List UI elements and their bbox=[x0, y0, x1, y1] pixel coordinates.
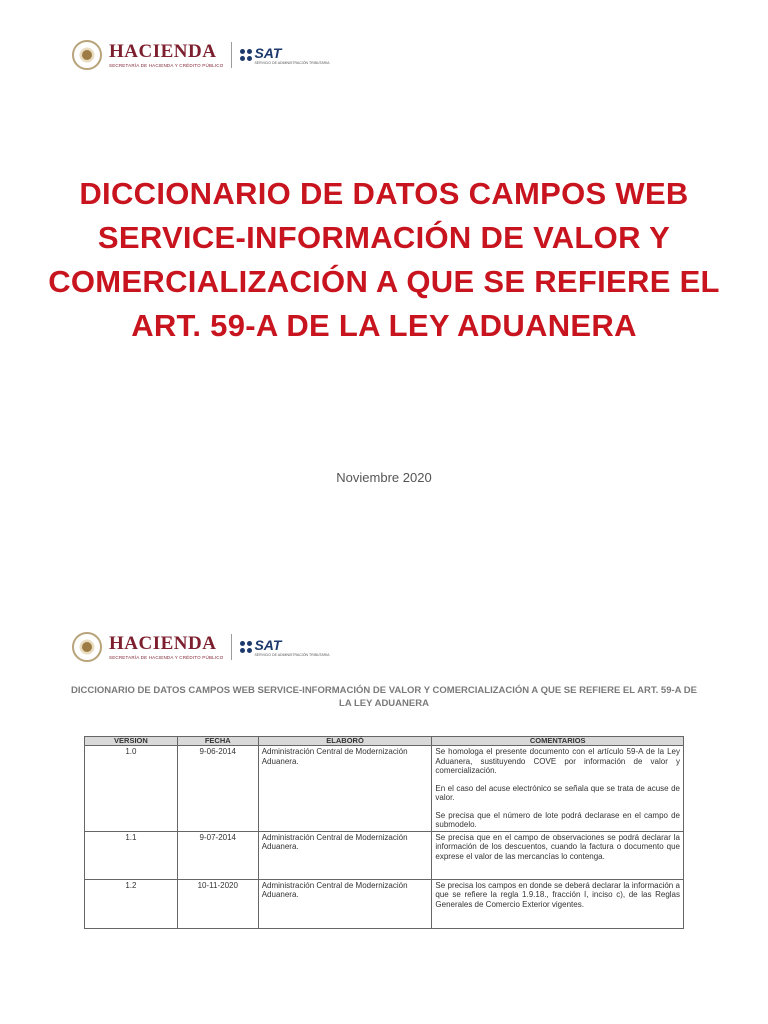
hacienda-name: HACIENDA bbox=[109, 41, 217, 62]
sat-name: SAT bbox=[254, 44, 282, 61]
cover-date: Noviembre 2020 bbox=[336, 470, 432, 485]
cell-elaboro: Administración Central de Modernización Aduanera. bbox=[258, 746, 432, 832]
hacienda-subtitle: SECRETARÍA DE HACIENDA Y CRÉDITO PÚBLICO bbox=[109, 63, 224, 68]
hacienda-seal-icon bbox=[72, 632, 102, 662]
comment-paragraph: En el caso del acuse electrónico se señala que se trata de acuse de valor. bbox=[435, 783, 680, 802]
cell-comentarios bbox=[432, 879, 684, 928]
sat-dots-icon bbox=[240, 641, 252, 653]
cell-comentarios bbox=[432, 746, 684, 832]
logo-divider bbox=[231, 42, 232, 68]
col-header-comentarios: COMENTARIOS bbox=[432, 737, 684, 746]
table-header-row bbox=[85, 737, 684, 746]
page2-header-logos bbox=[72, 632, 330, 662]
table-row bbox=[85, 831, 684, 879]
comment-paragraph: Se homologa el presente documento con el artículo 59-A de la Ley Aduanera, sustituyendo COVE por información de valor y comercialización. bbox=[435, 747, 680, 775]
col-header-elaboro: ELABORÓ bbox=[258, 737, 432, 746]
sat-name: SAT bbox=[254, 636, 282, 653]
cell-version: 1.2 bbox=[85, 879, 178, 928]
comment-paragraph: Se precisa que el número de lote podrá declarase en el campo de submodelo. bbox=[435, 810, 680, 829]
cell-version: 1.1 bbox=[85, 831, 178, 879]
hacienda-logo bbox=[109, 42, 223, 68]
cell-version: 1.0 bbox=[85, 746, 178, 832]
table-row bbox=[85, 746, 684, 832]
comment-paragraph: Se precisa que en el campo de observaciones se podrá declarar la información de los descuentos, cuando la factura o documento que exprese el valor de las mercancías lo contenga. bbox=[435, 832, 680, 861]
table-row bbox=[85, 879, 684, 928]
cell-elaboro: Administración Central de Modernización Aduanera. bbox=[258, 831, 432, 879]
hacienda-subtitle: SECRETARÍA DE HACIENDA Y CRÉDITO PÚBLICO bbox=[109, 655, 224, 660]
cell-fecha: 10-11-2020 bbox=[177, 879, 258, 928]
hacienda-logo bbox=[109, 634, 223, 660]
sat-subtitle: SERVICIO DE ADMINISTRACIÓN TRIBUTARIA bbox=[254, 60, 330, 65]
cell-fecha: 9-06-2014 bbox=[177, 746, 258, 832]
version-history-table bbox=[84, 736, 684, 929]
hacienda-seal-icon bbox=[72, 40, 102, 70]
sat-dots-icon bbox=[240, 49, 252, 61]
comment-paragraph: Se precisa los campos en donde se deberá declarar la información a que se refiere la regla 1.9.18., fracción I, inciso c), de las Reglas Generales de Comercio Exterior vigentes. bbox=[435, 880, 680, 909]
sat-logo bbox=[254, 46, 329, 65]
cell-comentarios bbox=[432, 831, 684, 879]
cell-fecha: 9-07-2014 bbox=[177, 831, 258, 879]
sat-logo bbox=[254, 638, 329, 657]
col-header-fecha: FECHA bbox=[177, 737, 258, 746]
sat-subtitle: SERVICIO DE ADMINISTRACIÓN TRIBUTARIA bbox=[254, 652, 330, 657]
cell-elaboro: Administración Central de Modernización Aduanera. bbox=[258, 879, 432, 928]
col-header-version: VERSION bbox=[85, 737, 178, 746]
hacienda-name: HACIENDA bbox=[109, 633, 217, 654]
page2-title: DICCIONARIO DE DATOS CAMPOS WEB SERVICE-INFORMACIÓN DE VALOR Y COMERCIALIZACIÓN A QUE SE REFIERE EL ART. 59-A DE LA LEY ADUANERA bbox=[71, 685, 697, 709]
header-logos bbox=[72, 40, 330, 70]
cover-title: DICCIONARIO DE DATOS CAMPOS WEB SERVICE-INFORMACIÓN DE VALOR Y COMERCIALIZACIÓN A QUE SE REFIERE EL ART. 59-A DE LA LEY ADUANERA bbox=[48, 176, 720, 343]
logo-divider bbox=[231, 634, 232, 660]
